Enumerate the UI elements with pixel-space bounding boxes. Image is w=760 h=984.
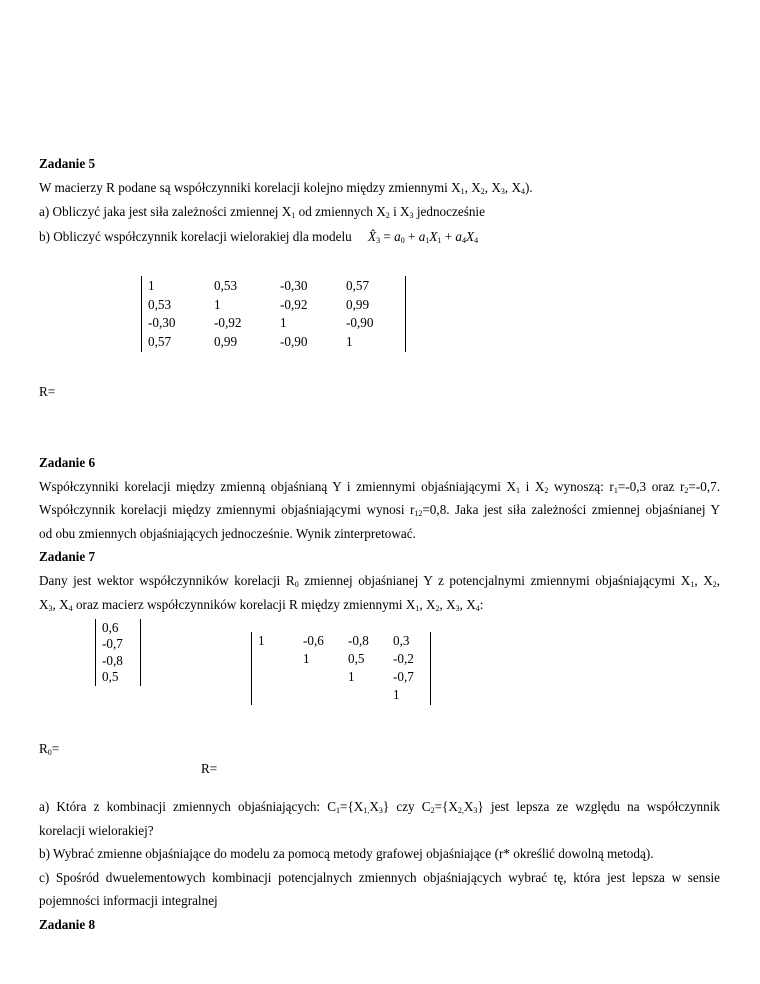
z7-m-cell: 0,3 bbox=[393, 633, 410, 648]
z7-question-c-line-1: c) Spośród dwuelementowych kombinacji potencjalnych zmiennych objaśniających wybrać tę, która jest lepsza w sensie bbox=[39, 870, 720, 885]
z7-vector-right-bar bbox=[140, 619, 141, 686]
z7-m-cell: -0,2 bbox=[393, 651, 414, 666]
z7-question-b: b) Wybrać zmienne objaśniające do modelu za pomocą metody grafowej objaśniające (r* określić dowolną metodą). bbox=[39, 846, 654, 861]
z7-v-cell: 0,6 bbox=[102, 620, 119, 635]
z7-v-cell: 0,5 bbox=[102, 669, 119, 684]
z5-m-cell: 0,57 bbox=[346, 278, 370, 293]
z5-m-cell: 1 bbox=[148, 278, 155, 293]
z7-m-cell: -0,7 bbox=[393, 669, 414, 684]
z5-title: Zadanie 5 bbox=[39, 156, 96, 171]
z7-m-cell: 1 bbox=[348, 669, 355, 684]
z6-line-2: Współczynnik korelacji między zmiennymi objaśniającymi wynosi $r_{12}=0,8$. Jaka jest siła zależności zmiennej objaśnianej Y bbox=[39, 502, 721, 518]
z5-m-cell: 1 bbox=[346, 334, 353, 349]
z7-m-cell: 1 bbox=[393, 687, 400, 702]
z8-title: Zadanie 8 bbox=[39, 917, 96, 932]
z6-line-3: od obu zmiennych objaśniających jednocześnie. Wynik zinterpretować. bbox=[39, 526, 416, 541]
z7-m-cell: 1 bbox=[303, 651, 310, 666]
z5-question-a: a) Obliczyć jaka jest siła zależności zmiennej $X_1$ od zmiennych $X_2$ i $X_3$ jednocześnie bbox=[39, 204, 485, 220]
z7-title: Zadanie 7 bbox=[39, 549, 96, 564]
z5-matrix-right-bar bbox=[405, 276, 406, 352]
z7-r0-label: $R_0=$ bbox=[39, 741, 60, 757]
z5-r-label: R= bbox=[39, 384, 56, 399]
z5-m-cell: 0,53 bbox=[214, 278, 238, 293]
z7-matrix-right-bar bbox=[430, 632, 431, 705]
z5-m-cell: -0,90 bbox=[346, 315, 374, 330]
z5-matrix-left-bar bbox=[141, 276, 142, 352]
z5-m-cell: -0,92 bbox=[280, 297, 308, 312]
z7-matrix-left-bar bbox=[251, 632, 252, 705]
z7-m-cell: -0,8 bbox=[348, 633, 369, 648]
z7-question-a-line-1: a) Która z kombinacji zmiennych objaśniających: $C_1=\{X_{1,}X_3\}$ czy $C_2=\{X_{2,}X_3\}$ jest lepsza ze względu na współczynnik bbox=[39, 799, 720, 815]
z7-line-2: $X_3$, $X_4$ oraz macierz współczynników korelacji R między zmiennymi $X_1$, $X_2$, $X_3$, $X_4$: bbox=[39, 597, 484, 613]
z7-m-cell: 1 bbox=[258, 633, 265, 648]
z5-m-cell: 0,53 bbox=[148, 297, 172, 312]
z7-v-cell: -0,8 bbox=[102, 653, 123, 668]
z6-line-1: Współczynniki korelacji między zmienną objaśnianą Y i zmiennymi objaśniającymi $X_1$ i $X_2$ wynoszą: $r_1=-0,3$ oraz $r_2=-0,7$. bbox=[39, 479, 721, 495]
z7-m-cell: -0,6 bbox=[303, 633, 324, 648]
z5-m-cell: 0,57 bbox=[148, 334, 172, 349]
z7-v-cell: -0,7 bbox=[102, 636, 123, 651]
z6-title: Zadanie 6 bbox=[39, 455, 96, 470]
z5-intro: W macierzy R podane są współczynniki korelacji kolejno między zmiennymi $X_1$, $X_2$, $X_3$, $X_4$). bbox=[39, 180, 533, 196]
z5-m-cell: -0,92 bbox=[214, 315, 242, 330]
z5-m-cell: 1 bbox=[214, 297, 221, 312]
z7-r-label: R= bbox=[201, 761, 218, 776]
z7-vector-left-bar bbox=[95, 619, 96, 686]
z5-m-cell: -0,90 bbox=[280, 334, 308, 349]
z5-model-formula: $X̂_3 = a_0 + a_1X_1 + a_4X_4$ bbox=[368, 229, 479, 245]
z5-m-cell: 0,99 bbox=[214, 334, 238, 349]
z7-line-1: Dany jest wektor współczynników korelacji $R_0$ zmiennej objaśnianej Y z potencjalnymi zmiennymi objaśniającymi $X_1$, $X_2$, bbox=[39, 573, 721, 589]
z7-m-cell: 0,5 bbox=[348, 651, 365, 666]
z5-question-b: b) Obliczyć współczynnik korelacji wielorakiej dla modelu bbox=[39, 229, 352, 244]
z7-question-c-line-2: pojemności informacji integralnej bbox=[39, 893, 218, 908]
z5-m-cell: 0,99 bbox=[346, 297, 370, 312]
z5-m-cell: 1 bbox=[280, 315, 287, 330]
z5-m-cell: -0,30 bbox=[148, 315, 176, 330]
z5-m-cell: -0,30 bbox=[280, 278, 308, 293]
z7-question-a-line-2: korelacji wielorakiej? bbox=[39, 823, 154, 838]
